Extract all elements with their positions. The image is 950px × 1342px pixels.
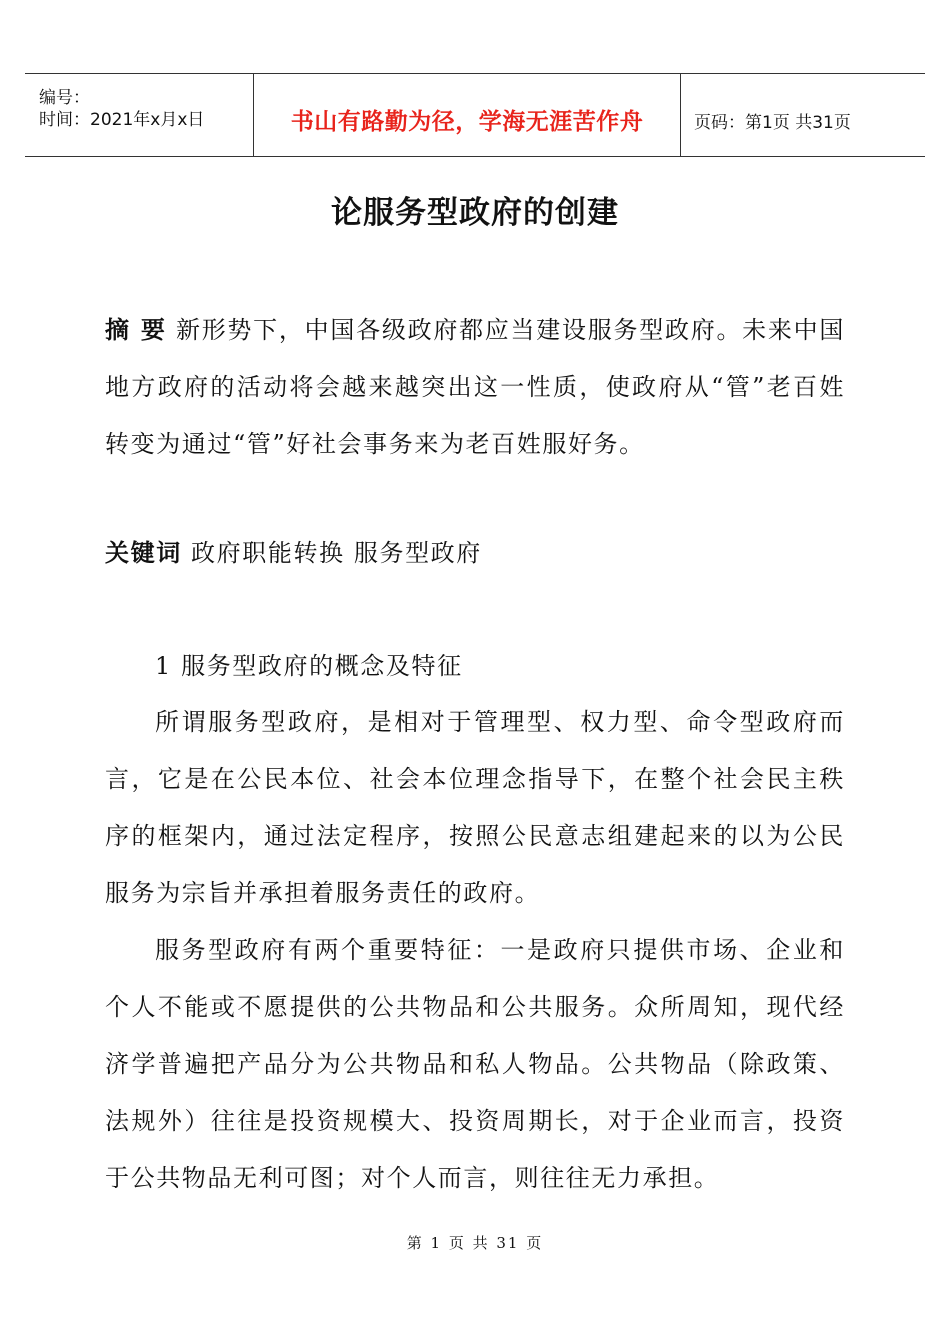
keywords-label: 关键词 — [105, 539, 182, 567]
abstract-text: 新形势下，中国各级政府都应当建设服务型政府。未来中国地方政府的活动将会越来越突出这一性质，使政府从“管”老百姓转变为通过“管”好社会事务来为老百姓服好务。 — [105, 316, 845, 458]
document-title: 论服务型政府的创建 — [331, 195, 619, 231]
header-motto-cell — [253, 74, 681, 156]
body-paragraph-1: 所谓服务型政府，是相对于管理型、权力型、命令型政府而言，它是在公民本位、社会本位理念指导下，在整个社会民主秩序的框架内，通过法定程序，按照公民意志组建起来的以为公民服务为宗旨并承担着服务责任的政府。 — [105, 708, 845, 907]
document-time-label: 时间：2021年x月x日 — [39, 110, 205, 130]
header-page-code: 页码：第1页 共31页 — [694, 113, 851, 133]
page-footer: 第 1 页 共 31 页 — [406, 1234, 544, 1252]
abstract-paragraph — [105, 302, 845, 473]
body-paragraph-2: 服务型政府有两个重要特征：一是政府只提供市场、企业和个人不能或不愿提供的公共物品和公共服务。众所周知，现代经济学普遍把产品分为公共物品和私人物品。公共物品（除政策、法规外）往往是投资规模大、投资周期长，对于企业而言，投资于公共物品无利可图；对个人而言，则往往无力承担。 — [105, 936, 845, 1192]
header-meta-cell — [25, 74, 253, 156]
document-code-label: 编号： — [39, 88, 90, 108]
abstract-label: 摘 要 — [105, 316, 167, 344]
header-motto: 书山有路勤为径，学海无涯苦作舟 — [290, 109, 644, 135]
keywords-text: 政府职能转换 服务型政府 — [191, 539, 482, 567]
keywords-line — [105, 525, 845, 582]
header-page-cell — [680, 74, 925, 156]
header-table — [25, 73, 925, 157]
section-heading: 1 服务型政府的概念及特征 — [155, 652, 463, 680]
